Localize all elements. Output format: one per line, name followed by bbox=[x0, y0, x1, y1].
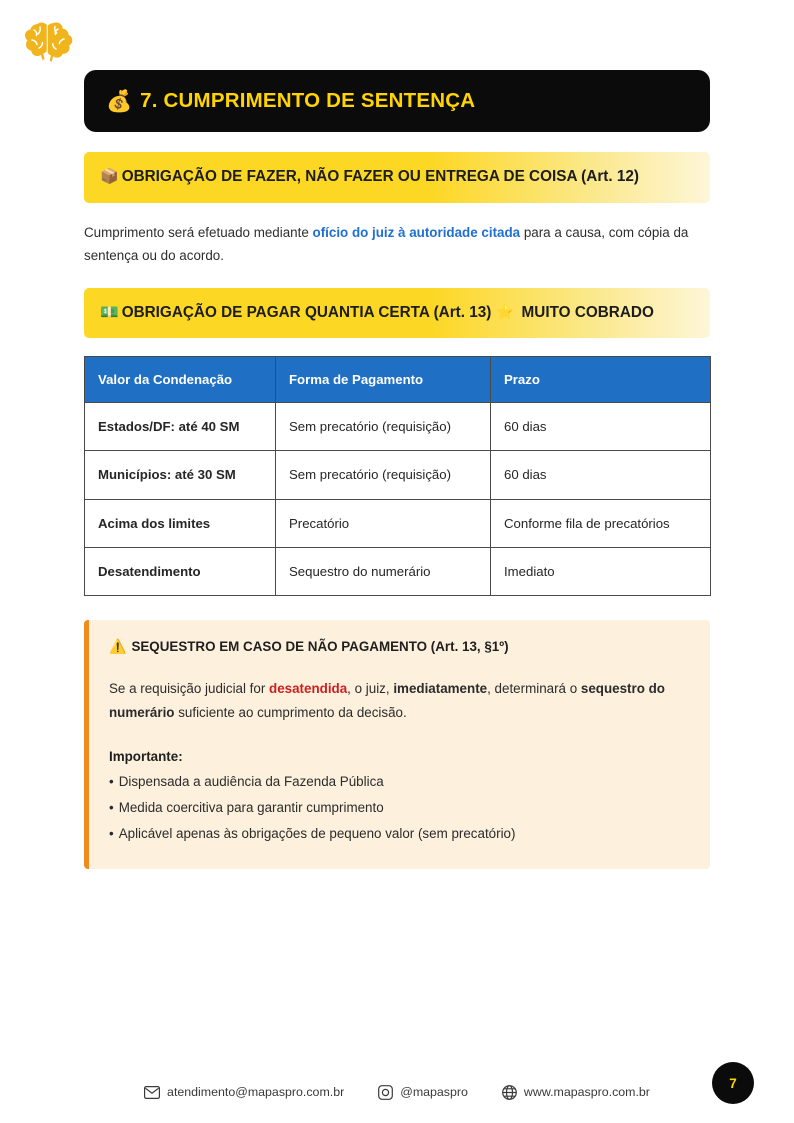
warning-callout bbox=[84, 620, 710, 870]
section-banner-obrigacao-fazer bbox=[84, 152, 710, 203]
callout-subheading: Importante: bbox=[109, 749, 183, 765]
banner-label-after: MUITO COBRADO bbox=[517, 303, 654, 321]
table-row bbox=[85, 499, 711, 547]
page-footer bbox=[0, 1072, 794, 1112]
section-title-bar bbox=[84, 70, 710, 132]
callout-text-3: , o juiz, bbox=[347, 680, 394, 696]
paragraph-text-before: Cumprimento será efetuado mediante bbox=[84, 224, 313, 240]
table-cell-forma: Sem precatório (requisição) bbox=[276, 451, 491, 499]
star-emoji: ⭐ bbox=[495, 303, 515, 321]
callout-heading bbox=[109, 638, 690, 655]
callout-body bbox=[109, 677, 690, 725]
payment-table bbox=[84, 356, 711, 596]
table-header-row bbox=[85, 357, 711, 403]
footer-website-text: www.mapaspro.com.br bbox=[523, 1085, 650, 1099]
instagram-icon bbox=[378, 1085, 393, 1100]
list-item: • Medida coercitiva para garantir cumprimento bbox=[109, 795, 690, 821]
table-cell-prazo: 60 dias bbox=[491, 451, 711, 499]
section-banner-obrigacao-pagar bbox=[84, 288, 710, 339]
list-item: • Aplicável apenas às obrigações de pequeno valor (sem precatório) bbox=[109, 821, 690, 847]
table-row bbox=[85, 403, 711, 451]
callout-text-1: Se a requisição judicial for bbox=[109, 680, 270, 696]
table-header-cell: Valor da Condenação bbox=[85, 357, 276, 403]
footer-instagram-text: @mapaspro bbox=[400, 1085, 468, 1099]
banknote-emoji: 💵 bbox=[100, 303, 119, 321]
money-bag-emoji: 💰 bbox=[106, 89, 133, 113]
callout-text-7: suficiente ao cumprimento da decisão. bbox=[174, 704, 407, 720]
page-number-badge: 7 bbox=[712, 1062, 754, 1104]
table-cell-prazo: 60 dias bbox=[491, 403, 711, 451]
globe-icon bbox=[502, 1085, 517, 1100]
table-cell-forma: Sequestro do numerário bbox=[276, 547, 491, 595]
footer-email-text: atendimento@mapaspro.com.br bbox=[167, 1085, 345, 1099]
footer-website[interactable] bbox=[502, 1085, 650, 1100]
table-cell-forma: Precatório bbox=[276, 499, 491, 547]
paragraph-highlight: ofício do juiz à autoridade citada bbox=[312, 224, 521, 240]
list-item: • Dispensada a audiência da Fazenda Pública bbox=[109, 769, 690, 795]
callout-text-desatendida: desatendida bbox=[269, 680, 348, 696]
envelope-icon bbox=[144, 1086, 160, 1099]
table-cell-prazo: Imediato bbox=[491, 547, 711, 595]
warning-triangle-emoji: ⚠️ bbox=[109, 637, 127, 654]
table-cell-valor: Estados/DF: até 40 SM bbox=[85, 403, 276, 451]
table-header-cell: Prazo bbox=[491, 357, 711, 403]
callout-heading-text: SEQUESTRO EM CASO DE NÃO PAGAMENTO (Art. 13, §1º) bbox=[131, 638, 509, 654]
table-cell-forma: Sem precatório (requisição) bbox=[276, 403, 491, 451]
callout-text-sequestro: sequestro do numerário bbox=[109, 680, 665, 720]
page-content bbox=[84, 0, 710, 869]
callout-list bbox=[109, 769, 690, 847]
page-title: 7. CUMPRIMENTO DE SENTENÇA bbox=[140, 89, 476, 112]
table-cell-valor: Acima dos limites bbox=[85, 499, 276, 547]
table-row bbox=[85, 547, 711, 595]
callout-text-imediatamente: imediatamente bbox=[393, 680, 488, 696]
footer-instagram[interactable] bbox=[378, 1085, 468, 1100]
callout-text-5: , determinará o bbox=[487, 680, 581, 696]
footer-email[interactable] bbox=[144, 1085, 344, 1099]
table-row bbox=[85, 451, 711, 499]
table-cell-valor: Municípios: até 30 SM bbox=[85, 451, 276, 499]
table-header-cell: Forma de Pagamento bbox=[276, 357, 491, 403]
banner-label-before: OBRIGAÇÃO DE PAGAR QUANTIA CERTA (Art. 13) bbox=[121, 303, 496, 321]
table-cell-prazo: Conforme fila de precatórios bbox=[491, 499, 711, 547]
brain-logo bbox=[22, 18, 76, 66]
table-cell-valor: Desatendimento bbox=[85, 547, 276, 595]
banner-label: OBRIGAÇÃO DE FAZER, NÃO FAZER OU ENTREGA DE COISA (Art. 12) bbox=[121, 168, 639, 185]
package-emoji: 📦 bbox=[100, 168, 119, 185]
paragraph-cumprimento bbox=[84, 221, 710, 268]
paragraph-text-after: para a causa, com cópia da sentença ou do acordo. bbox=[84, 224, 689, 264]
